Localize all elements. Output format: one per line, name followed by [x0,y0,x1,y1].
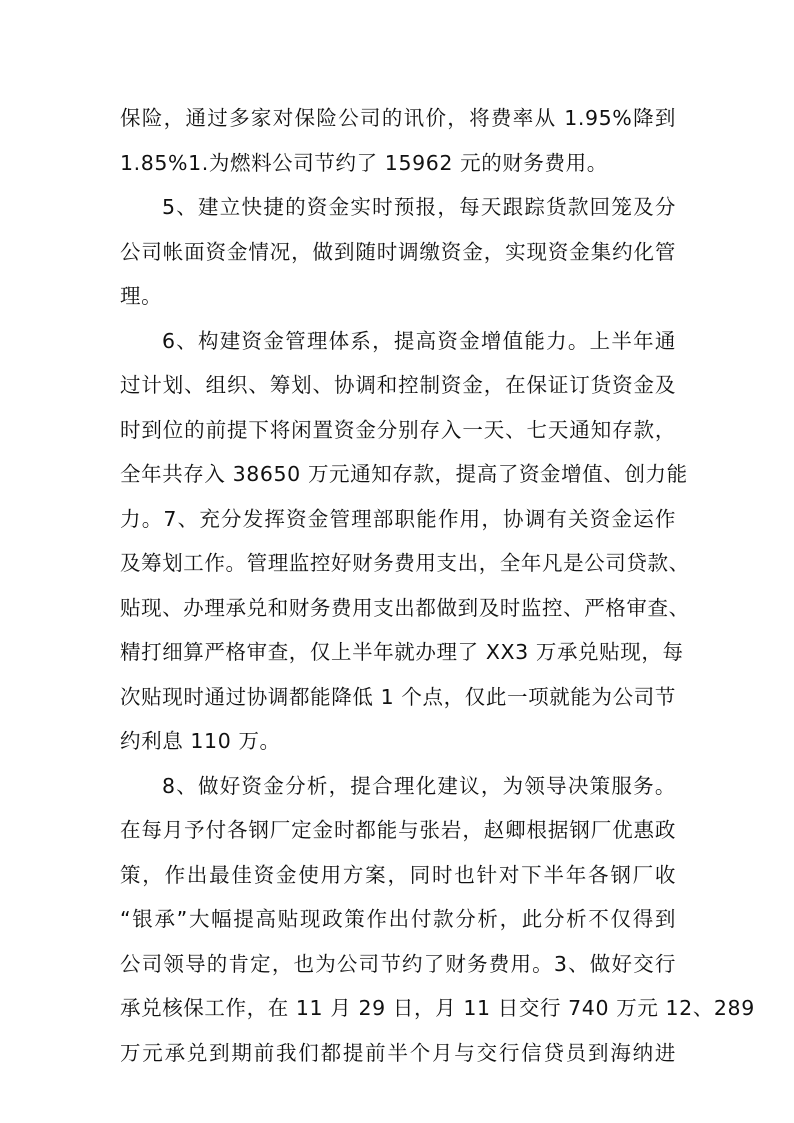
text-line: 力。7、充分发挥资金管理部职能作用，协调有关资金运作 [120,506,676,531]
text-line: 理。 [120,284,163,308]
text-line: 约利息 110 万。 [120,729,281,753]
text-line: 在每月予付各钢厂定金时都能与张岩，赵卿根据钢厂优惠政 [120,818,676,842]
text-line: 万元承兑到期前我们都提前半个月与交行信贷员到海纳进 [120,1040,676,1065]
text-line: 1.85%1.为燃料公司节约了 15962 元的财务费用。 [120,150,608,175]
text-line: 时到位的前提下将闲置资金分别存入一天、七天通知存款， [120,417,676,442]
text-line: 策，作出最佳资金使用方案，同时也针对下半年各钢厂收 [120,862,676,887]
text-line: 5、建立快捷的资金实时预报，每天跟踪货款回笼及分 [162,195,676,219]
text-line: 公司领导的肯定，也为公司节约了财务费用。3、做好交行 [120,951,676,976]
text-line: “银承”大幅提高贴现政策作出付款分析，此分析不仅得到 [120,907,676,931]
body-text [120,96,755,1075]
text-line: 精打细算严格审查，仅上半年就办理了 XX3 万承兑贴现，每 [120,640,684,664]
text-line: 贴现、办理承兑和财务费用支出都做到及时监控、严格审查、 [120,595,690,620]
text-line: 保险，通过多家对保险公司的讯价，将费率从 1.95%降到 [120,106,676,130]
text-line: 过计划、组织、筹划、协调和控制资金，在保证订货资金及 [120,373,676,397]
text-line: 及筹划工作。管理监控好财务费用支出，全年凡是公司贷款、 [120,551,690,575]
text-line: 全年共存入 38650 万元通知存款，提高了资金增值、创力能 [120,462,688,486]
text-line: 承兑核保工作，在 11 月 29 日，月 11 日交行 740 万元 12、289 [120,996,755,1020]
text-line: 6、构建资金管理体系，提高资金增值能力。上半年通 [162,328,676,353]
text-line: 次贴现时通过协调都能降低 1 个点，仅此一项就能为公司节 [120,684,676,709]
text-line: 8、做好资金分析，提合理化建议，为领导决策服务。 [162,773,676,798]
text-line: 公司帐面资金情况，做到随时调缴资金，实现资金集约化管 [120,239,676,264]
